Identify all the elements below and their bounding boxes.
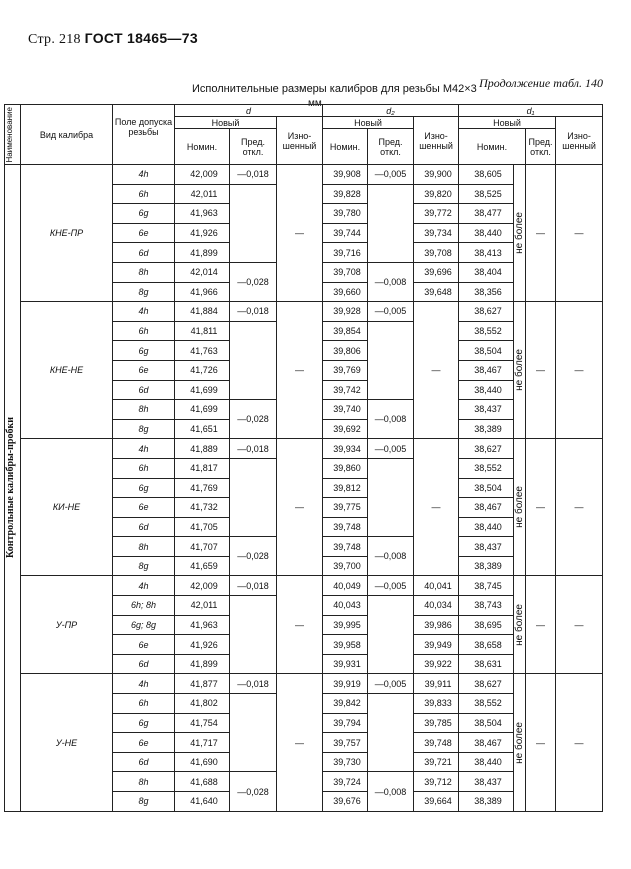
d1-nominal: 38,552 [459, 458, 514, 478]
d-nominal: 41,688 [175, 772, 230, 792]
d2-worn: 39,833 [414, 694, 459, 714]
d1-limit-note [514, 302, 526, 439]
d-nominal: 41,899 [175, 654, 230, 674]
tolerance-field: 6h [113, 321, 175, 341]
continuation-note: Продолжение табл. 140 [479, 76, 603, 90]
d1-nominal: 38,477 [459, 204, 514, 224]
d-nominal: 41,726 [175, 360, 230, 380]
d1-nominal: 38,552 [459, 694, 514, 714]
d1-nominal: 38,627 [459, 302, 514, 322]
d2-deviation: —0,005 [368, 674, 414, 694]
d2-nominal: 39,928 [323, 302, 368, 322]
tolerance-field: 6d [113, 517, 175, 537]
d1-worn: — [556, 576, 603, 674]
d-nominal: 41,699 [175, 380, 230, 400]
d-nominal: 42,014 [175, 262, 230, 282]
d-nominal: 41,926 [175, 223, 230, 243]
d1-nominal: 38,404 [459, 262, 514, 282]
tolerance-field: 4h [113, 576, 175, 596]
d-nominal: 41,877 [175, 674, 230, 694]
gauge-kind: У-ПР [21, 576, 113, 674]
tolerance-field: 6g [113, 341, 175, 361]
tolerance-field: 8g [113, 282, 175, 302]
d-nominal: 41,963 [175, 204, 230, 224]
field-header: Поле допуска резьбы [113, 105, 175, 165]
d1-nominal: 38,552 [459, 321, 514, 341]
d1-nominal: 38,389 [459, 556, 514, 576]
gauge-kind: КНЕ-ПР [21, 165, 113, 302]
d2-nominal: 39,794 [323, 713, 368, 733]
table-row [5, 165, 603, 185]
d2-deviation [368, 184, 414, 262]
unit-label: мм [308, 98, 322, 109]
d-deviation: —0,018 [230, 439, 277, 459]
d2-nominal: 39,744 [323, 223, 368, 243]
d-worn: — [277, 165, 323, 302]
d2-worn: 39,734 [414, 223, 459, 243]
d1-nominal: 38,467 [459, 733, 514, 753]
d1-nominal: 38,504 [459, 341, 514, 361]
d2-worn: 39,712 [414, 772, 459, 792]
d2-nominal: 39,806 [323, 341, 368, 361]
d2-worn: 39,696 [414, 262, 459, 282]
tolerance-field: 4h [113, 674, 175, 694]
d1-deviation: — [526, 576, 556, 674]
d1-nominal: 38,504 [459, 713, 514, 733]
d1-nominal: 38,440 [459, 380, 514, 400]
table-title: Исполнительные размеры калибров для резьбы М42×3 [192, 83, 477, 95]
d1-nominal: 38,467 [459, 360, 514, 380]
sizes-table [4, 104, 603, 812]
d1-nominal: 38,743 [459, 596, 514, 616]
d-nominal: 41,705 [175, 517, 230, 537]
d1-worn: — [556, 439, 603, 576]
tolerance-field: 4h [113, 165, 175, 185]
d2-worn: 40,034 [414, 596, 459, 616]
d1-nominal: 38,745 [459, 576, 514, 596]
table-row [5, 674, 603, 694]
d-deviation: —0,018 [230, 302, 277, 322]
tolerance-field: 6h [113, 458, 175, 478]
d2-nominal: 39,828 [323, 184, 368, 204]
d-nominal: 41,699 [175, 400, 230, 420]
tolerance-field: 6d [113, 243, 175, 263]
d2-worn: 40,041 [414, 576, 459, 596]
d2-worn: 39,785 [414, 713, 459, 733]
d1-deviation: — [526, 674, 556, 811]
d2-worn: 39,986 [414, 615, 459, 635]
d1-nominal: 38,437 [459, 400, 514, 420]
tolerance-field: 6d [113, 654, 175, 674]
d1-nominal: 38,437 [459, 537, 514, 557]
table-body [5, 165, 603, 812]
d2-nominal: 39,931 [323, 654, 368, 674]
d1-worn: — [556, 302, 603, 439]
d-nominal: 41,707 [175, 537, 230, 557]
d1-limit-note [514, 576, 526, 674]
table-row [5, 576, 603, 596]
d2-nominal: 39,757 [323, 733, 368, 753]
d2-worn: 39,721 [414, 752, 459, 772]
d-nominal: 41,817 [175, 458, 230, 478]
d-nominal: 42,009 [175, 576, 230, 596]
page-number: Стр. 218 [28, 32, 81, 47]
d2-worn: 39,911 [414, 674, 459, 694]
d2-worn: 39,900 [414, 165, 459, 185]
d1-nom-header: Номин. [459, 129, 526, 165]
d1-worn: — [556, 165, 603, 302]
d1-nominal: 38,658 [459, 635, 514, 655]
d2-deviation: —0,005 [368, 302, 414, 322]
tolerance-field: 6g [113, 713, 175, 733]
d2-deviation [368, 321, 414, 399]
d1-limit-note [514, 439, 526, 576]
table-row [5, 302, 603, 322]
d-nominal: 41,717 [175, 733, 230, 753]
d-nominal: 41,754 [175, 713, 230, 733]
d1-dev-header: Пред. откл. [526, 129, 556, 165]
d2-nominal: 39,700 [323, 556, 368, 576]
d2-nominal: 40,049 [323, 576, 368, 596]
d2-nominal: 39,908 [323, 165, 368, 185]
d1-deviation: — [526, 165, 556, 302]
not-more-label: не более [514, 212, 526, 255]
page-header [28, 30, 198, 48]
not-more-label: не более [514, 349, 526, 392]
d-nominal: 42,011 [175, 184, 230, 204]
d2-deviation: —0,008 [368, 400, 414, 439]
d2-nominal: 39,742 [323, 380, 368, 400]
d-deviation: —0,018 [230, 576, 277, 596]
d-nominal: 41,769 [175, 478, 230, 498]
d1-limit-note [514, 674, 526, 811]
d1-nominal: 38,504 [459, 478, 514, 498]
d2-deviation: —0,005 [368, 576, 414, 596]
d-nominal: 41,966 [175, 282, 230, 302]
tolerance-field: 8h [113, 262, 175, 282]
d1-nominal: 38,627 [459, 439, 514, 459]
tolerance-field: 6e [113, 733, 175, 753]
d-deviation [230, 458, 277, 536]
d-nominal: 41,811 [175, 321, 230, 341]
d2-nominal: 39,748 [323, 517, 368, 537]
d2-new-header: Новый [323, 117, 414, 129]
tolerance-field: 8h [113, 537, 175, 557]
d2-deviation: —0,008 [368, 262, 414, 301]
d2-nominal: 39,995 [323, 615, 368, 635]
d2-deviation [368, 458, 414, 536]
d2-header: d₂ [323, 105, 459, 117]
d-deviation [230, 694, 277, 772]
d2-worn: 39,748 [414, 733, 459, 753]
d-deviation: —0,018 [230, 674, 277, 694]
not-more-label: не более [514, 604, 526, 646]
d-nominal: 42,011 [175, 596, 230, 616]
d-dev-header: Пред. откл. [230, 129, 277, 165]
d2-worn: — [414, 439, 459, 576]
tolerance-field: 8h [113, 400, 175, 420]
d2-worn: 39,949 [414, 635, 459, 655]
d1-nominal: 38,356 [459, 282, 514, 302]
d2-worn-header: Изно-шенный [414, 117, 459, 165]
side-label [5, 165, 21, 812]
gauge-kind: КНЕ-НЕ [21, 302, 113, 439]
d2-nom-header: Номин. [323, 129, 368, 165]
d2-nominal: 39,748 [323, 537, 368, 557]
d1-nominal: 38,525 [459, 184, 514, 204]
d2-deviation [368, 596, 414, 674]
d-nominal: 41,763 [175, 341, 230, 361]
d2-worn: 39,772 [414, 204, 459, 224]
d-deviation: —0,028 [230, 772, 277, 811]
d2-nominal: 39,854 [323, 321, 368, 341]
d2-worn: 39,820 [414, 184, 459, 204]
d1-worn-header: Изно-шенный [556, 117, 603, 165]
d-nominal: 41,690 [175, 752, 230, 772]
tolerance-field: 6g [113, 478, 175, 498]
d-nominal: 41,899 [175, 243, 230, 263]
tolerance-field: 6e [113, 223, 175, 243]
d2-nominal: 39,769 [323, 360, 368, 380]
d2-deviation: —0,005 [368, 439, 414, 459]
d2-nominal: 39,716 [323, 243, 368, 263]
d1-nominal: 38,605 [459, 165, 514, 185]
d2-nominal: 39,958 [323, 635, 368, 655]
tolerance-field: 8g [113, 556, 175, 576]
d-deviation [230, 184, 277, 262]
tolerance-field: 6e [113, 635, 175, 655]
d-nominal: 41,802 [175, 694, 230, 714]
tolerance-field: 6h [113, 694, 175, 714]
d2-dev-header: Пред. откл. [368, 129, 414, 165]
d2-deviation: —0,008 [368, 772, 414, 811]
d-worn: — [277, 439, 323, 576]
tolerance-field: 4h [113, 439, 175, 459]
d2-nominal: 39,724 [323, 772, 368, 792]
d2-nominal: 39,660 [323, 282, 368, 302]
d1-header: d₁ [459, 105, 603, 117]
tolerance-field: 8h [113, 772, 175, 792]
tolerance-field: 6g [113, 204, 175, 224]
d2-nominal: 39,812 [323, 478, 368, 498]
d-nominal: 41,659 [175, 556, 230, 576]
d-deviation: —0,028 [230, 262, 277, 301]
d1-limit-note [514, 165, 526, 302]
d-worn-header: Изно-шенный [277, 117, 323, 165]
d2-nominal: 39,730 [323, 752, 368, 772]
d-nominal: 42,009 [175, 165, 230, 185]
d2-nominal: 39,740 [323, 400, 368, 420]
d2-nominal: 39,676 [323, 792, 368, 812]
d1-nominal: 38,413 [459, 243, 514, 263]
gauge-kind: КИ-НЕ [21, 439, 113, 576]
d2-worn: 39,648 [414, 282, 459, 302]
d2-worn: — [414, 302, 459, 439]
d1-nominal: 38,389 [459, 792, 514, 812]
gauge-kind: У-НЕ [21, 674, 113, 811]
d-worn: — [277, 674, 323, 811]
d2-deviation: —0,008 [368, 537, 414, 576]
d2-deviation [368, 694, 414, 772]
d-new-header: Новый [175, 117, 277, 129]
d-deviation: —0,028 [230, 400, 277, 439]
d2-nominal: 39,708 [323, 262, 368, 282]
d-worn: — [277, 302, 323, 439]
d-nom-header: Номин. [175, 129, 230, 165]
d1-new-header: Новый [459, 117, 556, 129]
tolerance-field: 6h; 8h [113, 596, 175, 616]
d2-nominal: 39,775 [323, 498, 368, 518]
d2-worn: 39,922 [414, 654, 459, 674]
d1-deviation: — [526, 302, 556, 439]
d1-nominal: 38,440 [459, 223, 514, 243]
d1-nominal: 38,467 [459, 498, 514, 518]
d-deviation [230, 321, 277, 399]
table-row [5, 439, 603, 459]
d2-worn: 39,708 [414, 243, 459, 263]
not-more-label: не более [514, 721, 526, 764]
d-header: d [175, 105, 323, 117]
d2-nominal: 39,780 [323, 204, 368, 224]
d1-nominal: 38,695 [459, 615, 514, 635]
d2-nominal: 39,860 [323, 458, 368, 478]
d2-nominal: 39,934 [323, 439, 368, 459]
d-nominal: 41,926 [175, 635, 230, 655]
tolerance-field: 8g [113, 792, 175, 812]
d-worn: — [277, 576, 323, 674]
d1-nominal: 38,631 [459, 654, 514, 674]
d1-nominal: 38,440 [459, 752, 514, 772]
d-deviation [230, 596, 277, 674]
d-deviation: —0,028 [230, 537, 277, 576]
tolerance-field: 6e [113, 360, 175, 380]
name-header: Наименование [5, 105, 21, 165]
tolerance-field: 6h [113, 184, 175, 204]
tolerance-field: 6e [113, 498, 175, 518]
d-nominal: 41,732 [175, 498, 230, 518]
d1-deviation: — [526, 439, 556, 576]
tolerance-field: 4h [113, 302, 175, 322]
d1-nominal: 38,437 [459, 772, 514, 792]
tolerance-field: 6d [113, 380, 175, 400]
d2-deviation: —0,005 [368, 165, 414, 185]
tolerance-field: 6d [113, 752, 175, 772]
d-nominal: 41,963 [175, 615, 230, 635]
d-deviation: —0,018 [230, 165, 277, 185]
d1-nominal: 38,389 [459, 419, 514, 439]
d2-nominal: 39,692 [323, 419, 368, 439]
d1-worn: — [556, 674, 603, 811]
d1-nominal: 38,440 [459, 517, 514, 537]
d-nominal: 41,889 [175, 439, 230, 459]
side-label-text: Контрольные калибры-пробки [5, 417, 16, 559]
d2-nominal: 40,043 [323, 596, 368, 616]
d2-worn: 39,664 [414, 792, 459, 812]
tolerance-field: 6g; 8g [113, 615, 175, 635]
kind-header: Вид калибра [21, 105, 113, 165]
not-more-label: не более [514, 486, 526, 529]
d1-nominal: 38,627 [459, 674, 514, 694]
d-nominal: 41,884 [175, 302, 230, 322]
standard-code: ГОСТ 18465—73 [84, 30, 198, 46]
d2-nominal: 39,842 [323, 694, 368, 714]
d-nominal: 41,640 [175, 792, 230, 812]
d2-nominal: 39,919 [323, 674, 368, 694]
d-nominal: 41,651 [175, 419, 230, 439]
tolerance-field: 8g [113, 419, 175, 439]
